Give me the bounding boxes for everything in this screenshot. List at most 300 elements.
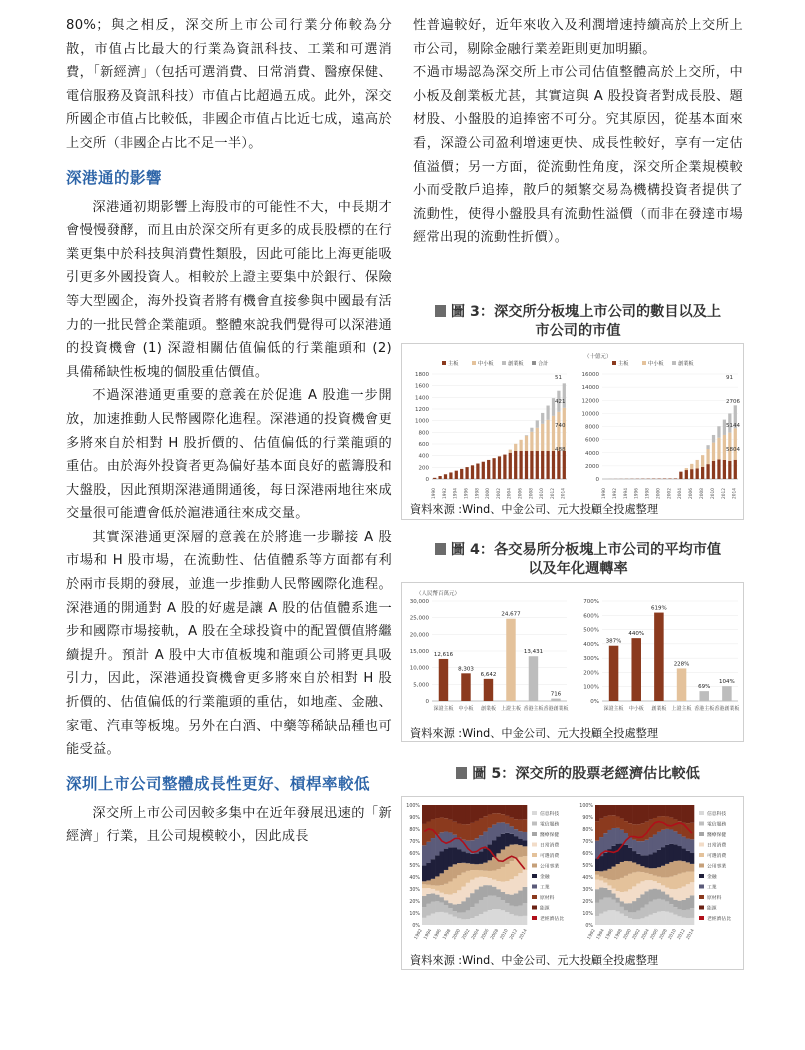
area-segment bbox=[653, 881, 657, 888]
x-tick-label: 2000 bbox=[486, 488, 492, 499]
x-tick-label: 2008 bbox=[529, 488, 535, 499]
y-tick-label: 0 bbox=[425, 477, 429, 483]
area-segment bbox=[461, 919, 466, 925]
bar bbox=[519, 451, 522, 479]
area-segment bbox=[492, 896, 497, 909]
area-segment bbox=[496, 897, 501, 909]
data-annotation: 5804 bbox=[726, 447, 740, 453]
area-segment bbox=[457, 890, 462, 903]
bar-value-label: 104% bbox=[719, 679, 735, 686]
bar-value-label: 6,642 bbox=[480, 671, 497, 678]
area-segment bbox=[673, 844, 677, 861]
area-segment bbox=[496, 805, 501, 813]
area-segment bbox=[518, 805, 523, 820]
y-tick-label: 80% bbox=[582, 828, 593, 833]
area-segment bbox=[645, 868, 649, 873]
area-segment bbox=[607, 869, 611, 880]
area-segment bbox=[669, 844, 673, 862]
area-segment bbox=[475, 903, 480, 916]
area-segment bbox=[466, 910, 471, 919]
area-segment bbox=[624, 845, 628, 861]
area-segment bbox=[518, 916, 523, 925]
y-tick-label: 40% bbox=[582, 876, 593, 881]
bar bbox=[701, 455, 704, 467]
x-tick-label: 2010 bbox=[540, 488, 546, 499]
area-segment bbox=[483, 877, 488, 885]
area-segment bbox=[690, 882, 694, 895]
area-segment bbox=[457, 918, 462, 925]
area-segment bbox=[636, 884, 640, 898]
area-segment bbox=[678, 888, 682, 900]
legend-swatch bbox=[699, 906, 704, 910]
figure-3-title-line1: 圖 3：深交所分板塊上市公司的數目以及上 bbox=[450, 304, 722, 320]
area-segment bbox=[595, 880, 599, 890]
area-segment bbox=[514, 836, 519, 844]
area-segment bbox=[479, 805, 484, 819]
x-tick-label: 1990 bbox=[432, 488, 438, 499]
area-segment bbox=[661, 805, 665, 816]
area-segment bbox=[690, 908, 694, 918]
legend-swatch bbox=[532, 832, 537, 836]
bar bbox=[723, 460, 726, 479]
area-segment bbox=[501, 822, 506, 833]
x-tick-label: 1996 bbox=[604, 928, 615, 941]
area-segment bbox=[470, 880, 475, 893]
area-segment bbox=[620, 805, 624, 819]
area-segment bbox=[678, 834, 682, 846]
bar bbox=[484, 679, 493, 701]
bar bbox=[712, 461, 715, 479]
legend-label: 日常消費 bbox=[707, 843, 727, 849]
area-segment bbox=[640, 805, 644, 823]
area-segment bbox=[620, 830, 624, 844]
y-tick-label: 70% bbox=[582, 840, 593, 845]
legend-label: 公用事業 bbox=[707, 864, 727, 870]
area-segment bbox=[612, 899, 616, 910]
area-segment bbox=[682, 886, 686, 900]
area-segment bbox=[682, 861, 686, 872]
area-segment bbox=[628, 889, 632, 903]
area-segment bbox=[657, 867, 661, 876]
area-segment bbox=[431, 893, 436, 901]
area-segment bbox=[603, 805, 607, 817]
legend-swatch bbox=[532, 906, 537, 910]
bar bbox=[734, 428, 737, 460]
area-segment bbox=[665, 864, 669, 878]
area-segment bbox=[632, 805, 636, 824]
x-tick-label: 2014 bbox=[685, 928, 696, 941]
area-segment bbox=[624, 861, 628, 876]
x-tick-label: 2000 bbox=[656, 488, 662, 499]
area-segment bbox=[488, 814, 493, 827]
area-segment bbox=[669, 889, 673, 898]
area-segment bbox=[620, 878, 624, 892]
area-segment bbox=[595, 875, 599, 880]
area-segment bbox=[636, 911, 640, 920]
area-segment bbox=[653, 805, 657, 818]
area-segment bbox=[632, 912, 636, 919]
area-segment bbox=[470, 805, 475, 823]
area-segment bbox=[431, 879, 436, 886]
area-segment bbox=[661, 899, 665, 911]
area-segment bbox=[435, 912, 440, 925]
area-segment bbox=[603, 853, 607, 871]
area-segment bbox=[457, 805, 462, 824]
area-segment bbox=[607, 805, 611, 815]
y-tick-label: 10% bbox=[409, 912, 420, 917]
bar bbox=[487, 460, 490, 479]
left-column bbox=[66, 14, 392, 849]
area-segment bbox=[514, 893, 519, 906]
bar-value-label: 440% bbox=[628, 631, 645, 638]
legend-label: 中小板 bbox=[648, 361, 664, 367]
bar bbox=[679, 472, 682, 479]
area-segment bbox=[620, 862, 624, 878]
area-segment bbox=[673, 831, 677, 844]
area-segment bbox=[440, 912, 445, 925]
area-segment bbox=[488, 896, 493, 910]
area-segment bbox=[510, 861, 515, 879]
area-segment bbox=[518, 820, 523, 831]
area-segment bbox=[448, 908, 453, 914]
area-segment bbox=[603, 871, 607, 879]
area-segment bbox=[673, 875, 677, 889]
area-segment bbox=[453, 878, 458, 893]
area-segment bbox=[435, 895, 440, 902]
area-segment bbox=[628, 918, 632, 925]
area-segment bbox=[461, 873, 466, 887]
area-segment bbox=[682, 900, 686, 910]
area-segment bbox=[640, 823, 644, 841]
y-tick-label: 25,000 bbox=[409, 615, 429, 622]
area-segment bbox=[632, 901, 636, 912]
area-segment bbox=[422, 865, 427, 881]
area-segment bbox=[653, 913, 657, 925]
area-segment bbox=[501, 910, 506, 925]
area-segment bbox=[505, 894, 510, 903]
area-segment bbox=[488, 878, 493, 885]
bar bbox=[509, 453, 512, 479]
legend-label: 主板 bbox=[448, 361, 459, 367]
y-tick-label: 30% bbox=[409, 888, 420, 893]
area-segment bbox=[431, 889, 436, 893]
x-tick-label: 2014 bbox=[561, 488, 567, 499]
area-segment bbox=[466, 805, 471, 824]
area-segment bbox=[440, 885, 445, 893]
area-segment bbox=[510, 914, 515, 925]
area-segment bbox=[426, 885, 431, 888]
y-tick-label: 40% bbox=[409, 876, 420, 881]
bar bbox=[717, 459, 720, 479]
area-segment bbox=[444, 900, 449, 905]
area-segment bbox=[422, 845, 427, 865]
area-segment bbox=[678, 805, 682, 821]
legend-label: 金融 bbox=[707, 875, 717, 880]
area-segment bbox=[457, 849, 462, 863]
figure-3-title bbox=[413, 303, 743, 341]
legend-swatch bbox=[699, 853, 704, 857]
area-segment bbox=[426, 805, 431, 822]
area-segment bbox=[492, 887, 497, 896]
legend-swatch bbox=[502, 361, 506, 365]
area-segment bbox=[649, 805, 653, 820]
area-segment bbox=[501, 834, 506, 850]
area-segment bbox=[422, 888, 427, 896]
area-segment bbox=[620, 819, 624, 830]
bar bbox=[444, 474, 447, 479]
y-tick-label: 6000 bbox=[585, 437, 599, 444]
y-tick-label: 500% bbox=[583, 627, 599, 634]
y-tick-label: 600% bbox=[583, 613, 599, 620]
figure-5-charts bbox=[402, 797, 743, 969]
figure-5-source: 資料來源 :Wind、中金公司、元大投顧全投處整理 bbox=[410, 954, 659, 967]
area-segment bbox=[453, 822, 458, 835]
legend-label: 能源 bbox=[707, 906, 717, 912]
y-tick-label: 700% bbox=[583, 599, 599, 605]
area-segment bbox=[632, 862, 636, 872]
area-segment bbox=[501, 892, 506, 900]
y-tick-label: 30,000 bbox=[409, 599, 429, 605]
x-tick-label: 上證主板 bbox=[500, 706, 521, 712]
area-segment bbox=[645, 917, 649, 925]
area-segment bbox=[690, 895, 694, 908]
area-segment bbox=[645, 880, 649, 891]
area-segment bbox=[599, 914, 603, 925]
figure-4-title-line2: 以及年化週轉率 bbox=[528, 561, 628, 577]
bar-value-label: 13,431 bbox=[523, 649, 544, 656]
area-segment bbox=[657, 877, 661, 883]
area-segment bbox=[657, 912, 661, 925]
bar bbox=[696, 460, 699, 469]
area-segment bbox=[616, 898, 620, 903]
area-segment bbox=[479, 851, 484, 863]
y-tick-label: 2000 bbox=[585, 463, 599, 470]
area-segment bbox=[457, 904, 462, 913]
bar bbox=[734, 460, 737, 479]
x-tick-label: 2012 bbox=[550, 488, 556, 499]
area-segment bbox=[649, 855, 653, 869]
bar bbox=[706, 449, 709, 464]
area-segment bbox=[518, 839, 523, 845]
left-paragraph-5: 深交所上市公司因較多集中在近年發展迅速的「新經濟」行業，且公司規模較小，因此成長 bbox=[66, 805, 392, 845]
area-segment bbox=[479, 900, 484, 914]
area-segment bbox=[488, 871, 493, 878]
area-segment bbox=[453, 911, 458, 916]
area-segment bbox=[466, 897, 471, 910]
x-tick-label: 中小板 bbox=[628, 706, 644, 712]
data-annotation: 421 bbox=[555, 399, 566, 405]
area-segment bbox=[669, 877, 673, 889]
area-segment bbox=[645, 891, 649, 904]
area-segment bbox=[444, 849, 449, 870]
area-segment bbox=[636, 872, 640, 884]
area-segment bbox=[599, 877, 603, 881]
bar bbox=[482, 462, 485, 479]
y-tick-label: 100% bbox=[583, 684, 599, 691]
area-segment bbox=[422, 881, 427, 884]
area-segment bbox=[523, 846, 528, 856]
area-segment bbox=[657, 850, 661, 867]
legend-label: 工業 bbox=[540, 885, 550, 891]
area-segment bbox=[479, 877, 484, 887]
area-segment bbox=[678, 901, 682, 910]
bar bbox=[717, 438, 720, 460]
area-segment bbox=[607, 815, 611, 830]
area-segment bbox=[649, 889, 653, 901]
area-segment bbox=[440, 818, 445, 833]
bar bbox=[519, 440, 522, 451]
legend-swatch bbox=[532, 811, 537, 815]
area-segment bbox=[653, 818, 657, 835]
bar bbox=[563, 408, 566, 451]
x-tick-label: 創業板 bbox=[480, 706, 496, 712]
bar bbox=[461, 673, 470, 701]
area-segment bbox=[479, 914, 484, 925]
area-segment bbox=[470, 864, 475, 870]
figure-4-box bbox=[401, 582, 744, 742]
data-annotation: 488 bbox=[555, 447, 566, 453]
area-segment bbox=[665, 805, 669, 816]
area-segment bbox=[492, 805, 497, 813]
area-segment bbox=[612, 805, 616, 815]
bar bbox=[525, 451, 528, 479]
area-segment bbox=[632, 840, 636, 851]
bar-value-label: 387% bbox=[605, 638, 622, 645]
area-segment bbox=[603, 912, 607, 925]
area-segment bbox=[488, 828, 493, 845]
area-segment bbox=[501, 882, 506, 892]
area-segment bbox=[628, 903, 632, 912]
legend-swatch bbox=[642, 361, 646, 365]
area-segment bbox=[661, 847, 665, 866]
bar bbox=[546, 420, 549, 451]
figure-5-title bbox=[413, 765, 743, 784]
figure-3-charts bbox=[402, 344, 743, 519]
area-segment bbox=[523, 841, 528, 847]
area-segment bbox=[640, 872, 644, 881]
area-segment bbox=[505, 881, 510, 894]
bar bbox=[514, 451, 517, 479]
area-segment bbox=[645, 873, 649, 880]
area-segment bbox=[690, 805, 694, 823]
y-tick-label: 0 bbox=[425, 699, 429, 705]
area-segment bbox=[616, 864, 620, 879]
area-segment bbox=[640, 841, 644, 855]
figure-square-icon bbox=[456, 767, 467, 779]
area-segment bbox=[475, 870, 480, 878]
bar bbox=[563, 451, 566, 479]
area-segment bbox=[505, 846, 510, 864]
area-segment bbox=[665, 816, 669, 828]
x-tick-label: 上證主板 bbox=[671, 706, 692, 712]
bar bbox=[690, 464, 693, 469]
x-tick-label: 1998 bbox=[645, 488, 651, 499]
area-segment bbox=[649, 874, 653, 880]
area-segment bbox=[665, 845, 669, 864]
area-segment bbox=[483, 885, 488, 897]
area-segment bbox=[612, 815, 616, 828]
area-segment bbox=[595, 903, 599, 916]
figure-5-title-line1: 圖 5：深交所的股票老經濟估比較低 bbox=[472, 766, 700, 782]
area-segment bbox=[435, 876, 440, 885]
area-segment bbox=[661, 830, 665, 847]
area-segment bbox=[607, 898, 611, 911]
area-segment bbox=[673, 915, 677, 925]
bar bbox=[541, 413, 544, 424]
legend-swatch bbox=[699, 895, 704, 899]
area-segment bbox=[653, 889, 657, 900]
x-tick-label: 1990 bbox=[602, 488, 608, 499]
area-segment bbox=[501, 814, 506, 822]
y-tick-label: 12000 bbox=[581, 398, 599, 405]
legend-label: 公用事業 bbox=[540, 864, 560, 870]
figure-4-title-line1: 圖 4：各交易所分板塊上市公司的平均市值 bbox=[450, 542, 722, 558]
figure-3-source: 資料來源 :Wind、中金公司、元大投顧全投處整理 bbox=[410, 503, 659, 516]
legend-label: 原材料 bbox=[540, 896, 555, 901]
legend-label: 能源 bbox=[540, 906, 550, 912]
area-segment bbox=[444, 818, 449, 831]
area-segment bbox=[686, 884, 690, 898]
area-segment bbox=[669, 897, 673, 904]
legend-label: 工業 bbox=[707, 885, 717, 891]
bar bbox=[498, 456, 501, 479]
area-segment bbox=[426, 842, 431, 863]
bar bbox=[471, 465, 474, 479]
left-paragraph-1: 80%；與之相反，深交所上市公司行業分佈較為分散，市值占比最大的行業為資訊科技、工業和可選消費，「新經濟」（包括可選消費、日常消費、醫療保健、電信服務及資訊科技）市值占比超過五成。此外，深交所國企市值占比較低，非國企市值占比近七成，遠高於上交所（非國企占比不足一半）。 bbox=[66, 18, 392, 151]
area-segment bbox=[426, 880, 431, 884]
area-segment bbox=[461, 887, 466, 902]
area-segment bbox=[669, 862, 673, 877]
area-segment bbox=[514, 805, 519, 819]
area-segment bbox=[636, 864, 640, 872]
area-segment bbox=[612, 846, 616, 867]
legend-label: 老經濟佔比 bbox=[707, 917, 731, 922]
area-segment bbox=[431, 902, 436, 914]
bar bbox=[536, 420, 539, 427]
area-segment bbox=[523, 887, 528, 903]
legend-swatch bbox=[532, 361, 536, 365]
area-segment bbox=[492, 880, 497, 887]
area-segment bbox=[612, 889, 616, 894]
area-segment bbox=[673, 907, 677, 914]
left-paragraph-4: 其實深港通更深層的意義在於將進一步聯接 A 股市場和 H 股市場，在流動性、估值體系等方面都有利於兩市長期的發展，並進一步推動人民幣國際化進程。深港通的開通對 A 股的好處是讓 A 股的估值體系進一步和國際市場接軌，A 股在全球投資中的配置價值將繼續提升。預計 A 股中大市值板塊和龍頭公司將更具吸引力，因此，深港通投資機會更多將來自於相對 H 股折價的、估值偏低的行業龍頭的重估，如地產、金融、家電、汽車等板塊。另外在白酒、中藥等稀缺品種也可能受益。 bbox=[66, 529, 392, 758]
area-segment bbox=[444, 884, 449, 894]
y-tick-label: 100% bbox=[406, 804, 420, 809]
x-tick-label: 1994 bbox=[623, 488, 629, 499]
bar bbox=[712, 443, 715, 461]
legend-swatch bbox=[532, 874, 537, 878]
area-segment bbox=[640, 908, 644, 919]
x-tick-label: 1996 bbox=[464, 488, 470, 499]
x-tick-label: 1994 bbox=[595, 928, 606, 941]
area-segment bbox=[665, 877, 669, 887]
area-segment bbox=[483, 871, 488, 877]
area-segment bbox=[444, 913, 449, 925]
area-segment bbox=[461, 912, 466, 919]
area-segment bbox=[483, 805, 488, 816]
y-tick-label: 1000 bbox=[415, 418, 429, 425]
area-segment bbox=[470, 854, 475, 864]
bar bbox=[717, 426, 720, 437]
bar bbox=[701, 467, 704, 479]
area-segment bbox=[475, 864, 480, 870]
area-segment bbox=[470, 823, 475, 840]
x-tick-label: 2006 bbox=[518, 488, 524, 499]
legend-label: 原材料 bbox=[707, 896, 722, 901]
area-segment bbox=[661, 885, 665, 891]
y-tick-label: 0 bbox=[595, 477, 599, 483]
bar-value-label: 228% bbox=[673, 661, 690, 668]
